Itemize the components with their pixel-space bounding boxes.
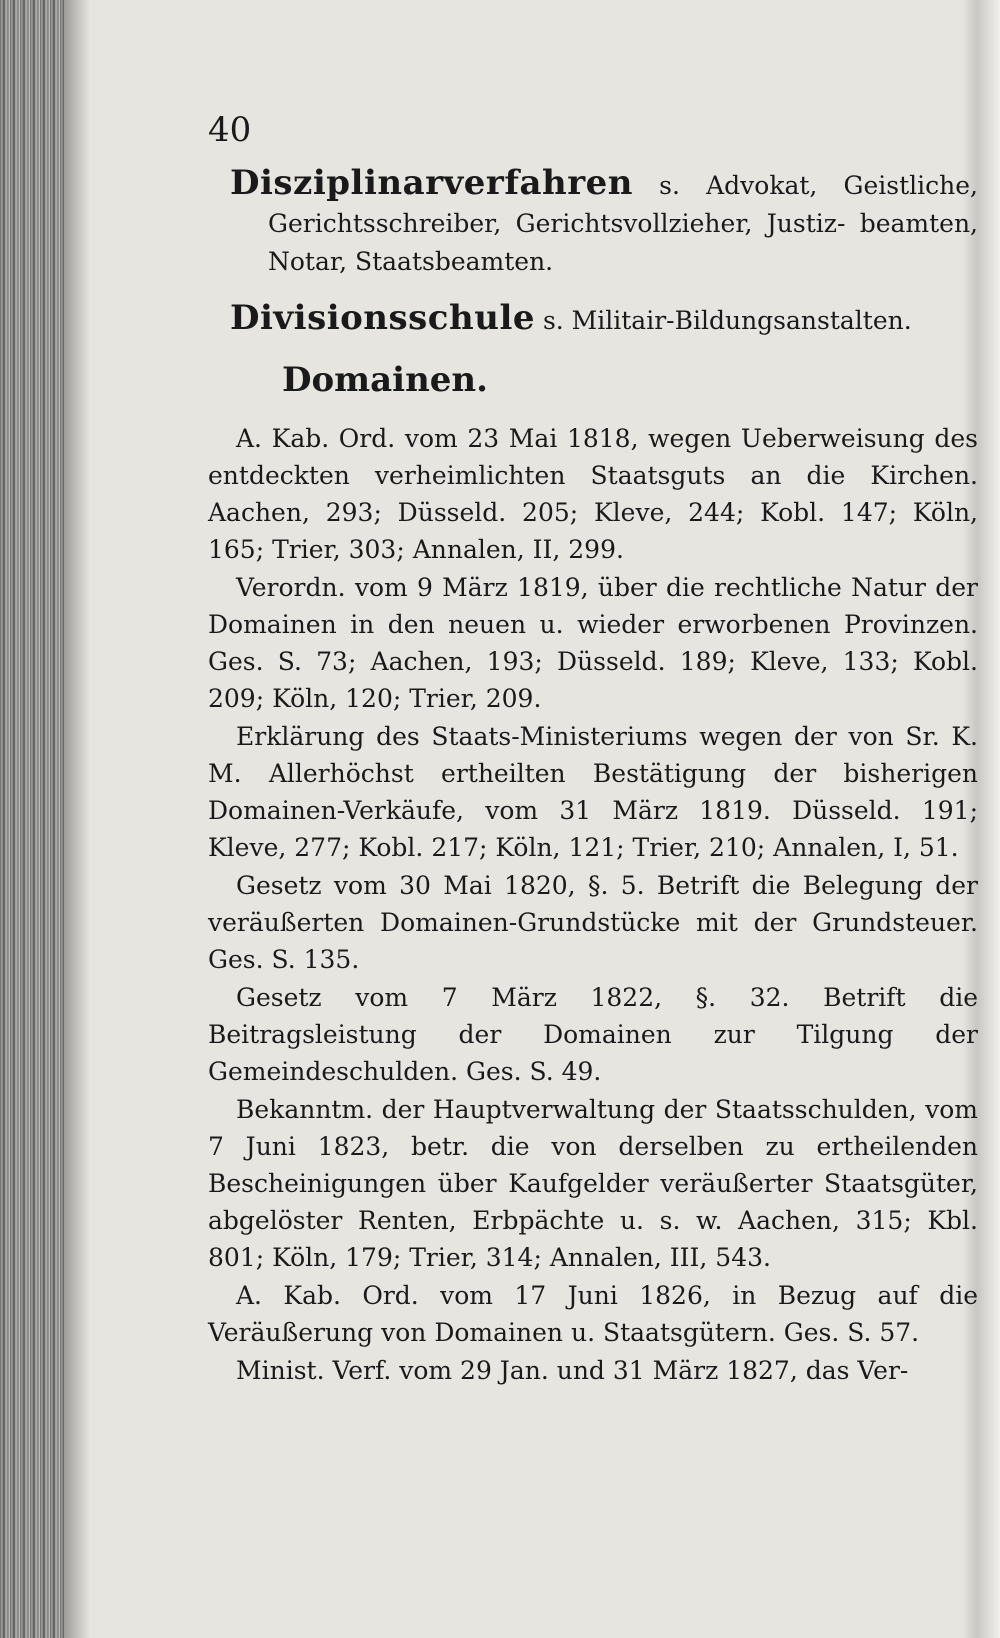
paragraph: Gesetz vom 30 Mai 1820, §. 5. Betrift die Belegung der veräußerten Domainen-Grundstücke mit der Grundsteuer. Ges. S. 135. [208, 871, 978, 974]
entry-text: s. Advokat, Geistliche, Gerichtsschreiber, Gerichtsvollzieher, Justiz- beamten, Notar, Staatsbeamten. [268, 171, 978, 276]
paragraph: Verordn. vom 9 März 1819, über die rechtliche Natur der Domainen in den neuen u. wieder erworbenen Provinzen. Ges. S. 73; Aachen, 193; Düsseld. 189; Kleve, 133; Kobl. 209; Köln, 120; Trier, 209. [208, 573, 978, 713]
index-entry [208, 299, 978, 340]
page-content [208, 110, 978, 1390]
paragraph: Gesetz vom 7 März 1822, §. 32. Betrift die Beitragsleistung der Domainen zur Tilgung der Gemeindeschulden. Ges. S. 49. [208, 983, 978, 1086]
paragraph: Erklärung des Staats-Ministeriums wegen der von Sr. K. M. Allerhöchst ertheilten Bestätigung der bisherigen Domainen-Verkäufe, vom 31 März 1819. Düsseld. 191; Kleve, 277; Kobl. 217; Köln, 121; Trier, 210; Annalen, I, 51. [208, 722, 978, 862]
section-title: Domainen. [282, 360, 488, 400]
book-binding-edge [0, 0, 64, 1638]
entry-text: s. Militair-Bildungsanstalten. [535, 306, 912, 335]
index-entry [208, 164, 978, 281]
paragraph: Minist. Verf. vom 29 Jan. und 31 März 1827, das Ver- [236, 1356, 909, 1385]
page-number: 40 [208, 110, 252, 150]
binding-shadow [64, 0, 90, 1638]
entry-heading: Disziplinarverfahren [230, 163, 633, 203]
paragraph: A. Kab. Ord. vom 17 Juni 1826, in Bezug auf die Veräußerung von Domainen u. Staatsgütern. Ges. S. 57. [208, 1281, 978, 1347]
entry-heading: Divisionsschule [230, 298, 535, 338]
paragraph: Bekanntm. der Hauptverwaltung der Staatsschulden, vom 7 Juni 1823, betr. die von derselben zu ertheilenden Bescheinigungen über Kaufgelder veräußerter Staatsgüter, abgelöster Renten, Erbpächte u. s. w. Aachen, 315; Kbl. 801; Köln, 179; Trier, 314; Annalen, III, 543. [208, 1095, 978, 1272]
paragraph: A. Kab. Ord. vom 23 Mai 1818, wegen Ueberweisung des entdeckten verheimlichten Staatsguts an die Kirchen. Aachen, 293; Düsseld. 205; Kleve, 244; Kobl. 147; Köln, 165; Trier, 303; Annalen, II, 299. [208, 424, 978, 564]
